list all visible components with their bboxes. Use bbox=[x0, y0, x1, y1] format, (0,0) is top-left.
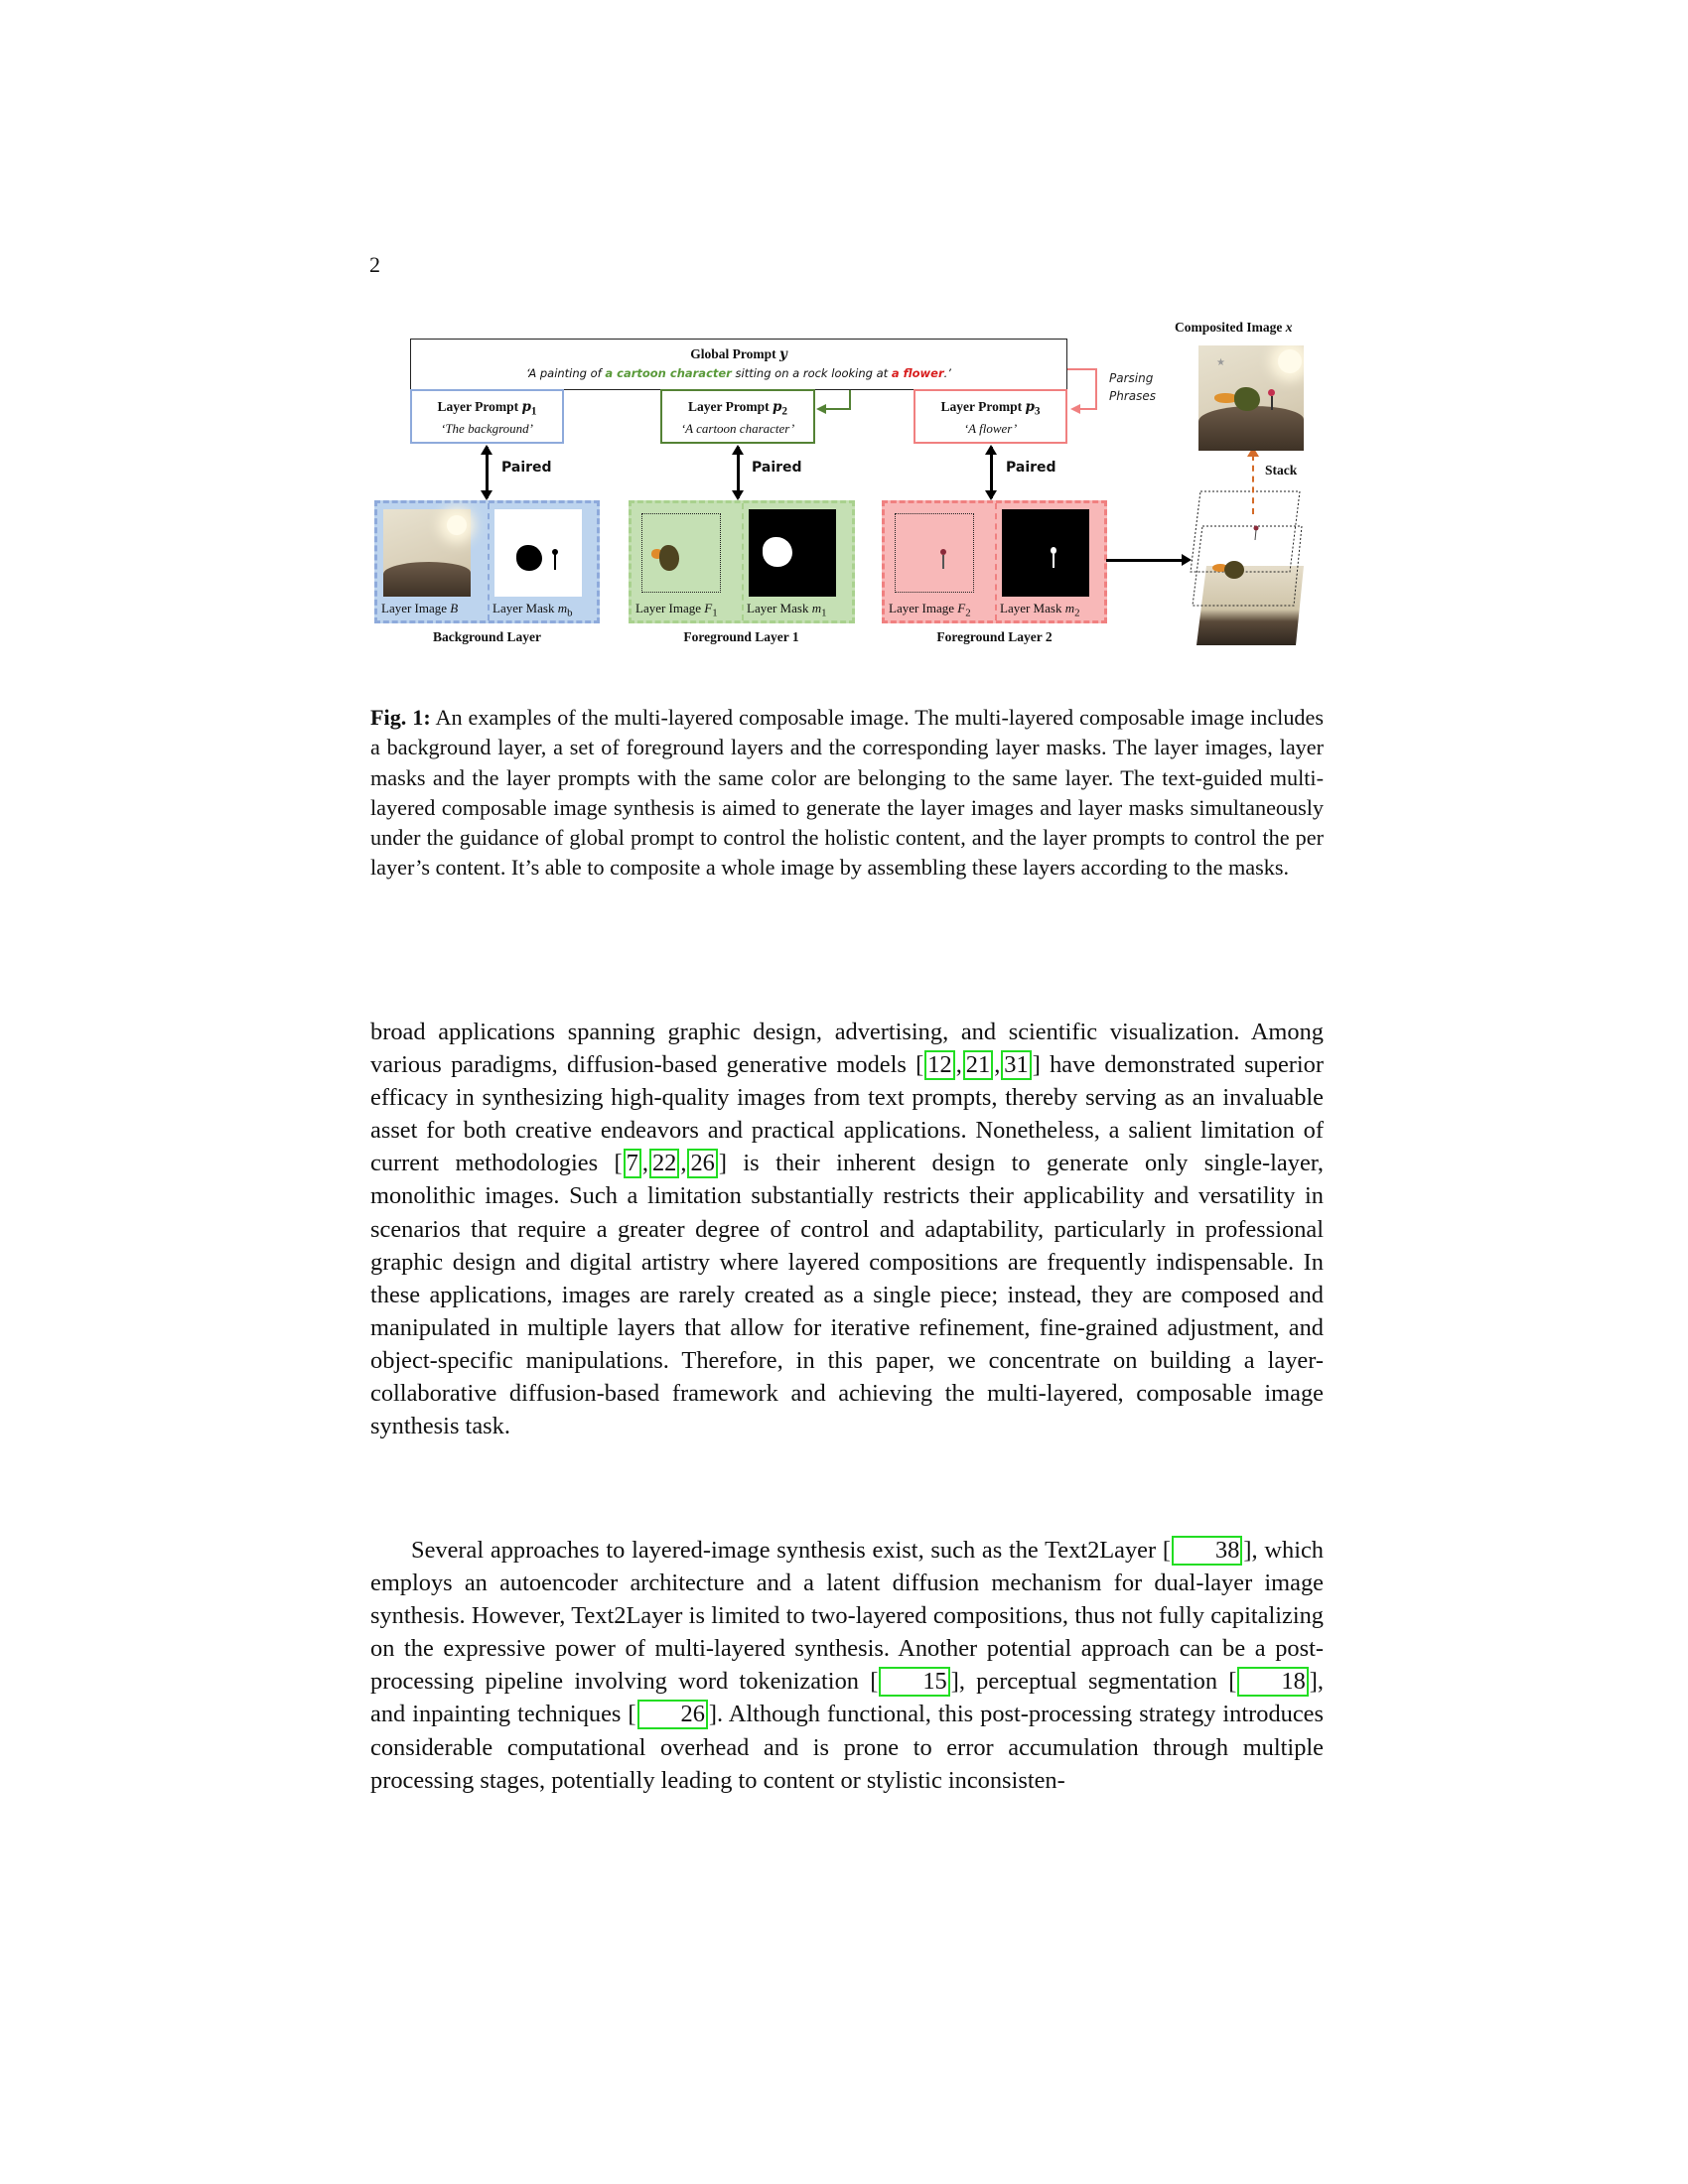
composited-image-title: Composited Image x bbox=[1175, 320, 1293, 335]
layer-prompt-p1: Layer Prompt $p_1$ ‘The background’ bbox=[410, 389, 564, 444]
phrase-flower: a flower bbox=[891, 366, 944, 380]
page-number: 2 bbox=[369, 252, 380, 277]
foreground-layer-2-caption: Foreground Layer 2 bbox=[936, 629, 1053, 644]
citation-link[interactable]: 31 bbox=[1001, 1050, 1031, 1080]
foreground-layer-1-group: Layer Image $F_1$ Layer Mask $m_1$ bbox=[629, 500, 855, 623]
citation-link[interactable]: 26 bbox=[637, 1700, 708, 1729]
layer-prompt-p2: Layer Prompt $p_2$ ‘A cartoon character’ bbox=[660, 389, 815, 444]
figure-caption: Fig. 1: An examples of the multi-layered composable image. The multi-layered composable image includes a background layer, a set of foreground layers and the corresponding layer masks. The layer images, layer masks and the layer prompts with the same color are belonging to the same layer. The text-guided multi-layered composable image synthesis is aimed to generate the layer images and layer masks simultaneously under the guidance of global prompt to control the holistic content, and the layer prompts to control the per layer’s content. It’s able to composite a whole image by assembling these layers according to the masks. bbox=[370, 705, 1325, 881]
citation-link[interactable]: 21 bbox=[963, 1050, 993, 1080]
composited-image: ★ bbox=[1198, 345, 1304, 451]
paired-arrow-2 bbox=[737, 447, 740, 498]
stack-arrow bbox=[1252, 455, 1254, 514]
citation-link[interactable]: 7 bbox=[624, 1149, 641, 1178]
body-paragraph-1: broad applications spanning graphic design, advertising, and scientific visualization. Among various paradigms, diffusion-based generative models [ 12 , 21 , 31 ] have demonstrated superior efficacy in synthesizing high-quality images from text prompts, thereby serving as an invaluable asset for both creative endeavors and practical applications. Nonetheless, a salient limitation of current methodologies [ 7 , 22 , 26 ] is their inherent design to generate only single-layer, monolithic images. Such a limitation substantially restricts their applicability and versatility in scenarios that require a greater degree of control and adaptability, particularly in professional graphic design and digital artistry where layered compositions are frequently indispensable. In these applications, images are rarely created as a single piece; instead, they are composed and manipulated in multiple layers that allow for iterative refinement, fine-grained adjustment, and object-specific manipulations. Therefore, in this paper, we concentrate on building a layer-collaborative diffusion-based framework and achieving the multi-layered, composable image synthesis task. bbox=[370, 1019, 1325, 1440]
body-paragraph-2: Several approaches to layered-image synthesis exist, such as the Text2Layer [ 38 ], which employs an autoencoder architecture and a latent diffusion mechanism for dual-layer image synthesis. However, Text2Layer is limited to two-layered compositions, thus not fully capitalizing on the expressive power of multi-layered synthesis. Another potential approach can be a post-processing pipeline involving word tokenization [ 15 ], perceptual segmentation [ 18 ], and inpainting techniques [ 26 ]. Although functional, this post-processing strategy introduces considerable computational overhead and is prone to error accumulation through multiple processing stages, potentially leading to content or stylistic inconsisten- bbox=[370, 1537, 1324, 1794]
citation-link[interactable]: 15 bbox=[879, 1667, 949, 1697]
citation-link[interactable]: 38 bbox=[1172, 1536, 1242, 1566]
background-layer-group: Layer Image B Layer Mask $m_b$ bbox=[374, 500, 600, 623]
paired-arrow-3 bbox=[990, 447, 993, 498]
global-prompt-title: Global Prompt y bbox=[690, 346, 787, 362]
figure-label: Fig. 1: bbox=[370, 705, 431, 730]
layer-image-f2 bbox=[891, 509, 978, 597]
citation-link[interactable]: 22 bbox=[649, 1149, 679, 1178]
paired-arrow-1 bbox=[486, 447, 489, 498]
figure-1: Global Prompt y ‘A painting of a cartoon character sitting on a rock looking at a flower.’ Layer Prompt $p_1$ ‘The background’ Layer Prompt $p_2$ ‘A cartoon character’ Layer Prompt $p_3$ ‘A flower’ Parsing Phrases Paired Paired Paired Layer Image B Layer Mask $m_b$ Background Layer Layer Image $F_1$ Layer Mask $m_1$ Foreground Layer 1 Layer Image $F_2$ Layer Mask $m_2$ Foreground Layer 2 Stack Composited Image x ★ bbox=[0, 0, 1688, 695]
parsing-phrases-label: Parsing Phrases bbox=[1109, 371, 1157, 403]
foreground-layer-2-group: Layer Image $F_2$ Layer Mask $m_2$ bbox=[882, 500, 1107, 623]
stack-label: Stack bbox=[1265, 463, 1298, 478]
layer-mask-f1 bbox=[749, 509, 836, 597]
layer-image-f1 bbox=[637, 509, 725, 597]
layer-prompt-p3: Layer Prompt $p_3$ ‘A flower’ bbox=[914, 389, 1067, 444]
layer-mask-f2 bbox=[1002, 509, 1089, 597]
citation-link[interactable]: 12 bbox=[924, 1050, 954, 1080]
global-prompt-text: ‘A painting of a cartoon character sitting on a rock looking at a flower.’ bbox=[526, 366, 951, 380]
stacked-layers bbox=[1187, 486, 1306, 645]
background-layer-caption: Background Layer bbox=[433, 629, 541, 644]
citation-link[interactable]: 18 bbox=[1237, 1667, 1308, 1697]
layer-mask-background bbox=[494, 509, 582, 597]
foreground-layer-1-caption: Foreground Layer 1 bbox=[683, 629, 799, 644]
citation-link[interactable]: 26 bbox=[687, 1149, 717, 1178]
phrase-cartoon-character: a cartoon character bbox=[605, 366, 732, 380]
to-stack-arrow bbox=[1106, 559, 1188, 562]
layer-image-background bbox=[383, 509, 471, 597]
